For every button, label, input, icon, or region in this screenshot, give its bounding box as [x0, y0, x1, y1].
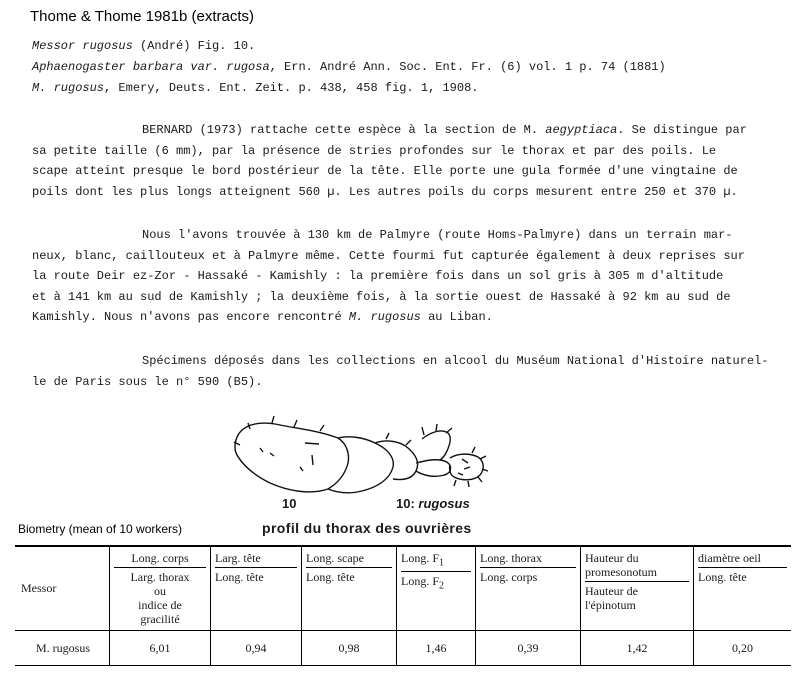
table-cell: 0,94	[211, 631, 302, 666]
thorax-drawing	[210, 403, 570, 503]
reference-line-2	[32, 60, 666, 74]
table-cell: 1,42	[581, 631, 694, 666]
taxon-name: M. rugosus	[348, 310, 421, 324]
specimens-paragraph	[32, 351, 769, 392]
reference-citation: , Ern. André Ann. Soc. Ent. Fr. (6) vol. 1 p. 74 (1881)	[269, 60, 666, 74]
paragraph-text: au Liban.	[420, 310, 493, 324]
paragraph-line: et à 141 km au sud de Kamishly ; la deuxième fois, à la sortie ouest de Hassaké à 92 km au sud de	[32, 289, 731, 304]
table-cell: 0,98	[302, 631, 397, 666]
reference-line-3	[32, 81, 478, 95]
ratio-numerator: Larg. tête	[215, 551, 297, 568]
column-header	[397, 546, 476, 631]
figure-label	[396, 496, 470, 511]
table-cell-species: M. rugosus	[15, 631, 110, 666]
column-header	[581, 546, 694, 631]
column-header	[110, 546, 211, 631]
ratio-numerator: Long. thorax	[480, 551, 576, 568]
biometry-label: Biometry (mean of 10 workers)	[18, 522, 183, 536]
paragraph-line: la route Deir ez-Zor - Hassaké - Kamishly : la première fois dans un sol gris à 305 m d'altitude	[32, 269, 724, 283]
locality-paragraph	[32, 225, 762, 328]
ratio-numerator: Hauteur du	[585, 551, 639, 565]
paragraph-text: . Se distingue par	[617, 123, 747, 137]
ratio-denominator: Long. tête	[306, 570, 355, 584]
biometry-table	[15, 545, 791, 666]
ratio-numerator: Long. corps	[114, 551, 206, 568]
description-paragraph	[32, 120, 762, 202]
column-header	[211, 546, 302, 631]
table-cell: 0,20	[694, 631, 792, 666]
paragraph-line: neux, blanc, caillouteux et à Palmyre même. Cette fourmi fut capturée également à deux reprises sur	[32, 248, 745, 263]
paragraph-line: le de Paris sous le n° 590 (B5).	[32, 374, 263, 389]
ratio-denominator: Long. $F_2$	[401, 574, 445, 592]
table-row	[15, 631, 791, 666]
taxon-name: aegyptiaca	[545, 123, 618, 137]
ratio-denominator: Long. tête	[698, 570, 747, 584]
paragraph-line: sa petite taille (6 mm), par la présence de stries profondes sur le thorax et par des poils. Le	[32, 143, 717, 158]
ratio-denominator: Larg. thorax	[130, 570, 190, 584]
page-title: Thome & Thome 1981b (extracts)	[30, 8, 254, 25]
ratio-denominator: ou	[154, 584, 166, 598]
paragraph-line: Nous l'avons trouvée à 130 km de Palmyre (route Homs-Palmyre) dans un terrain mar-	[142, 228, 733, 242]
paragraph-line: poils dont les plus longs atteignent 560 µ. Les autres poils du corps mesurent entre 250 et 370 µ.	[32, 184, 738, 199]
table-cell: 0,39	[476, 631, 581, 666]
ratio-numerator: Long. $F_1$	[401, 551, 471, 572]
column-header	[694, 546, 792, 631]
paragraph-text: BERNARD (1973) rattache cette espèce à la section de M.	[142, 123, 546, 137]
ratio-numerator: promesonotum	[585, 565, 657, 579]
table-header-row	[15, 546, 791, 631]
reference-citation: (André) Fig. 10.	[132, 39, 256, 53]
ratio-denominator: Long. corps	[480, 570, 538, 584]
ratio-denominator: Hauteur de	[585, 581, 689, 598]
reference-taxon: Messor rugosus	[32, 39, 133, 53]
ratio-denominator: indice de	[138, 598, 182, 612]
ratio-denominator: l'épinotum	[585, 598, 636, 612]
thorax-figure	[210, 403, 570, 523]
reference-taxon: M. rugosus	[32, 81, 105, 95]
ratio-numerator: diamètre oeil	[698, 551, 787, 568]
paragraph-line: scape atteint presque le bord postérieur de la tête. Elle porte une gula formée d'une vingtaine de	[32, 164, 738, 178]
figure-caption: profil du thorax des ouvrières	[262, 520, 472, 536]
figure-label-species: rugosus	[418, 496, 470, 511]
paragraph-line: Spécimens déposés dans les collections en alcool du Muséum National d'Histoire naturel-	[142, 354, 769, 368]
ratio-numerator: Long. scape	[306, 551, 392, 568]
table-cell: 1,46	[397, 631, 476, 666]
column-header-label: Messor	[21, 581, 57, 595]
column-header	[476, 546, 581, 631]
reference-citation: , Emery, Deuts. Ent. Zeit. p. 438, 458 fig. 1, 1908.	[104, 81, 479, 95]
table-cell: 6,01	[110, 631, 211, 666]
reference-taxon: Aphaenogaster barbara var. rugosa	[32, 60, 270, 74]
figure-number: 10	[282, 496, 297, 511]
ratio-denominator: Long. tête	[215, 570, 264, 584]
paragraph-text: Kamishly. Nous n'avons pas encore rencontré	[32, 310, 349, 324]
column-header	[302, 546, 397, 631]
ratio-denominator: gracilité	[140, 612, 180, 626]
reference-line-1	[32, 39, 255, 53]
column-header	[15, 546, 110, 631]
figure-label-number: 10:	[396, 496, 415, 511]
